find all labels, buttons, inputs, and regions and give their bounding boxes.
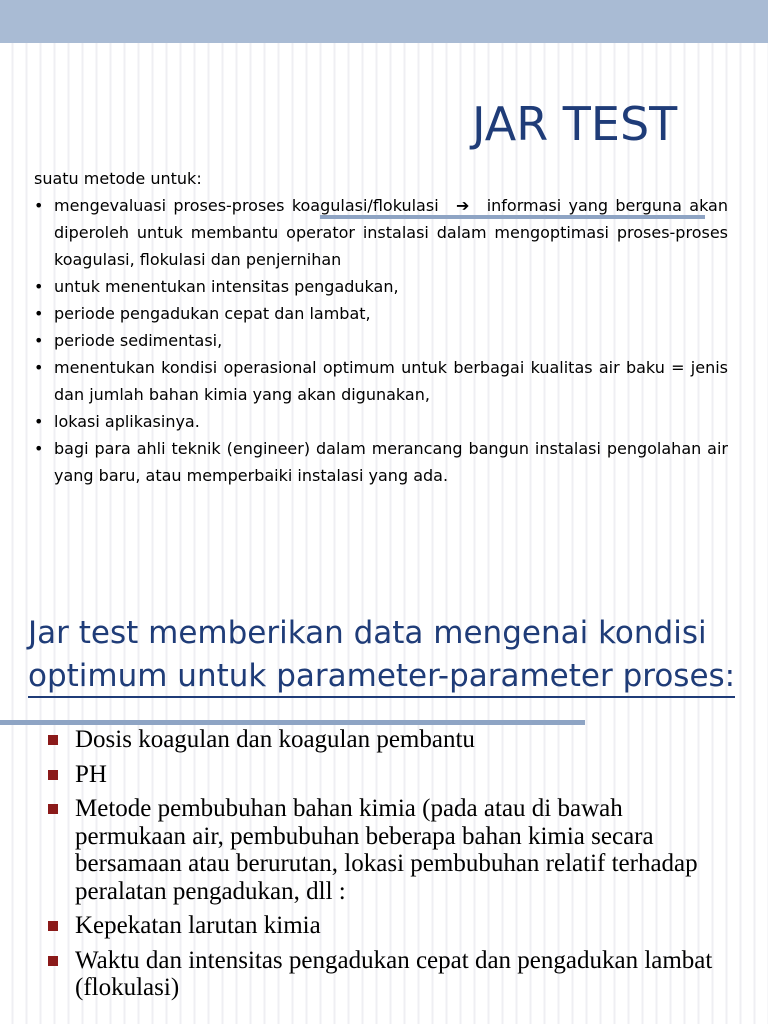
list-item xyxy=(44,795,734,905)
square-bullet-icon xyxy=(48,921,58,931)
list-item-text: Dosis koagulan dan koagulan pembantu xyxy=(75,726,475,753)
parameter-list xyxy=(44,726,734,1009)
bullet-text: informasi yang berguna akan diperoleh untuk membantu operator instalasi dalam mengoptimasi proses-proses koagulasi, flokulasi dan penjernihan xyxy=(54,196,728,269)
bullet-text: periode pengadukan cepat dan lambat, xyxy=(54,304,371,323)
right-arrow-icon: ➔ xyxy=(455,196,470,215)
slide-1-title: JAR TEST xyxy=(472,97,678,151)
bullet-item xyxy=(34,327,728,354)
slide-2-title-line-2: optimum untuk parameter-parameter proses: xyxy=(28,656,735,698)
bullet-dot-icon: • xyxy=(34,277,44,296)
list-item xyxy=(44,761,734,789)
bullet-text: periode sedimentasi, xyxy=(54,331,223,350)
top-accent-bar xyxy=(0,0,768,43)
bullet-item xyxy=(34,408,728,435)
list-item-text: PH xyxy=(75,760,107,788)
bullet-dot-icon: • xyxy=(34,412,44,431)
bullet-dot-icon: • xyxy=(34,331,44,350)
bullet-text: bagi para ahli teknik (engineer) dalam merancang bangun instalasi pengolahan air yang baru, atau memperbaiki instalasi yang ada. xyxy=(54,439,728,485)
slide-2-title xyxy=(28,612,758,698)
bullet-dot-icon: • xyxy=(34,304,44,323)
bullet-item xyxy=(34,354,728,408)
bullet-item xyxy=(34,192,728,273)
bullet-text: mengevaluasi proses-proses koagulasi/flokulasi xyxy=(54,196,439,215)
bullet-dot-icon: • xyxy=(34,358,44,377)
square-bullet-icon xyxy=(48,770,58,780)
bullet-dot-icon: • xyxy=(34,439,44,458)
list-item xyxy=(44,726,734,754)
slide-1-body xyxy=(34,165,728,489)
bullet-text: untuk menentukan intensitas pengadukan, xyxy=(54,277,399,296)
square-bullet-icon xyxy=(48,735,58,745)
list-item-text: Metode pembubuhan bahan kimia (pada atau di bawah permukaan air, pembubuhan beberapa bahan kimia secara bersamaan atau berurutan, lokasi pembubuhan relatif terhadap peralatan pengadukan, dll : xyxy=(75,795,698,905)
list-item-text: Kepekatan larutan kimia xyxy=(75,912,321,939)
bullet-item xyxy=(34,435,728,489)
square-bullet-icon xyxy=(48,956,58,966)
intro-text: suatu metode untuk: xyxy=(34,169,202,188)
bullet-item xyxy=(34,273,728,300)
square-bullet-icon xyxy=(48,804,58,814)
bullet-list xyxy=(34,192,728,489)
slide-2-title-line-1: Jar test memberikan data mengenai kondisi xyxy=(28,615,707,651)
list-item xyxy=(44,947,734,1002)
list-item-text: Waktu dan intensitas pengadukan cepat dan pengadukan lambat (flokulasi) xyxy=(75,946,713,1001)
list-item xyxy=(44,912,734,940)
slide-2-divider xyxy=(0,720,585,725)
bullet-text: menentukan kondisi operasional optimum untuk berbagai kualitas air baku = jenis dan jumlah bahan kimia yang akan digunakan, xyxy=(54,358,728,404)
bullet-item xyxy=(34,300,728,327)
bullet-dot-icon: • xyxy=(34,196,44,215)
bullet-text: lokasi aplikasinya. xyxy=(54,412,200,431)
